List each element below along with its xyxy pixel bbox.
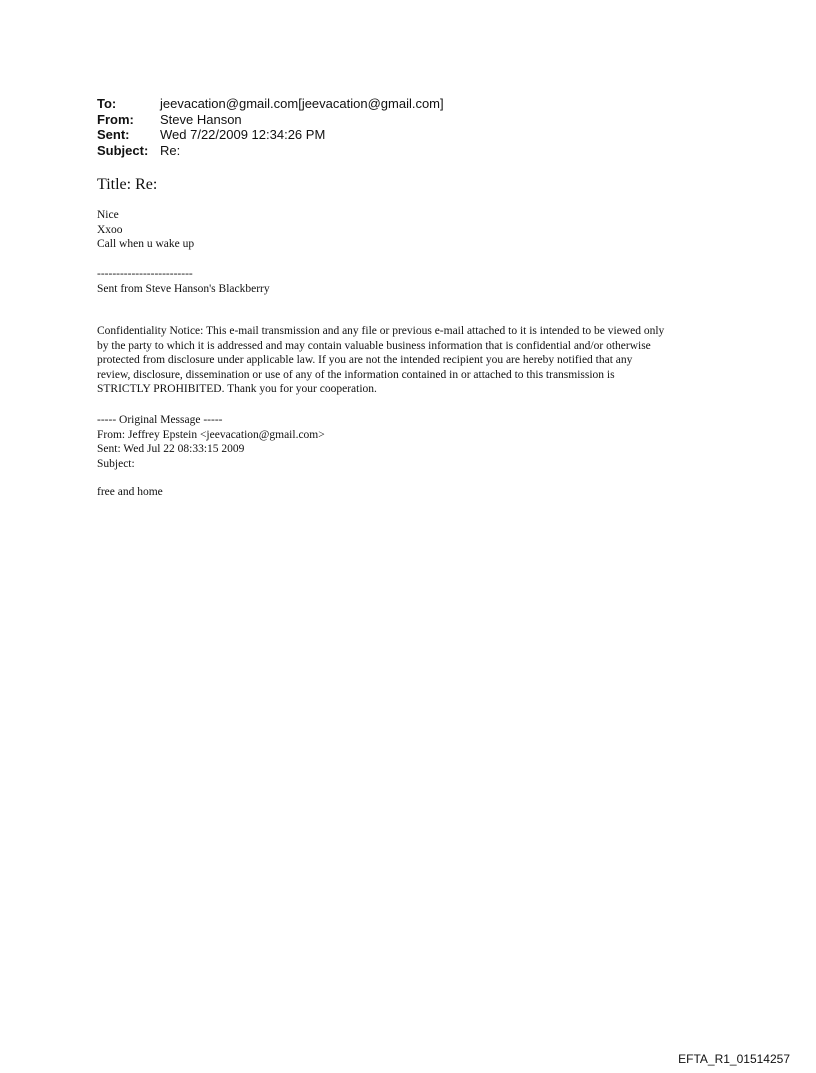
original-subject: Subject:	[97, 457, 135, 470]
message-body	[97, 208, 194, 252]
header-from-row	[97, 112, 444, 128]
signature-divider: -------------------------	[97, 268, 193, 280]
from-value: Steve Hanson	[160, 111, 242, 127]
header-sent-row	[97, 127, 444, 143]
header-to-row	[97, 96, 444, 112]
header-subject-row	[97, 143, 444, 159]
document-id-footer: EFTA_R1_01514257	[678, 1052, 790, 1066]
confidentiality-notice	[97, 324, 737, 397]
from-label: From:	[97, 111, 134, 127]
original-body-text: free and home	[97, 486, 163, 498]
original-message	[97, 413, 325, 471]
sent-label: Sent:	[97, 127, 130, 142]
notice-line: STRICTLY PROHIBITED. Thank you for your cooperation.	[97, 383, 377, 395]
original-from: From: Jeffrey Epstein <jeevacation@gmail.com>	[97, 428, 325, 441]
signature-block	[97, 267, 270, 296]
to-label: To:	[97, 96, 117, 111]
original-heading: ----- Original Message -----	[97, 414, 223, 426]
original-body	[97, 485, 163, 500]
notice-line: Confidentiality Notice: This e-mail transmission and any file or previous e-mail attached to it is intended to be viewed only	[97, 325, 665, 337]
body-line: Nice	[97, 209, 119, 221]
body-line: Xxoo	[97, 223, 123, 236]
email-title: Title: Re:	[97, 176, 158, 193]
original-sent: Sent: Wed Jul 22 08:33:15 2009	[97, 443, 245, 455]
to-value: jeevacation@gmail.com[jeevacation@gmail.com]	[160, 96, 444, 111]
notice-line: by the party to which it is addressed and may contain valuable business information that is confidential and/or otherwise	[97, 339, 651, 352]
signature-text: Sent from Steve Hanson's Blackberry	[97, 282, 270, 295]
notice-line: protected from disclosure under applicable law. If you are not the intended recipient you are hereby notified that any	[97, 354, 633, 366]
subject-value: Re:	[160, 142, 181, 158]
notice-line: review, disclosure, dissemination or use of any of the information contained in or attached to this transmission is	[97, 368, 615, 381]
email-header	[97, 96, 444, 158]
sent-value: Wed 7/22/2009 12:34:26 PM	[160, 127, 326, 142]
body-line: Call when u wake up	[97, 238, 195, 250]
subject-label: Subject:	[97, 142, 149, 158]
